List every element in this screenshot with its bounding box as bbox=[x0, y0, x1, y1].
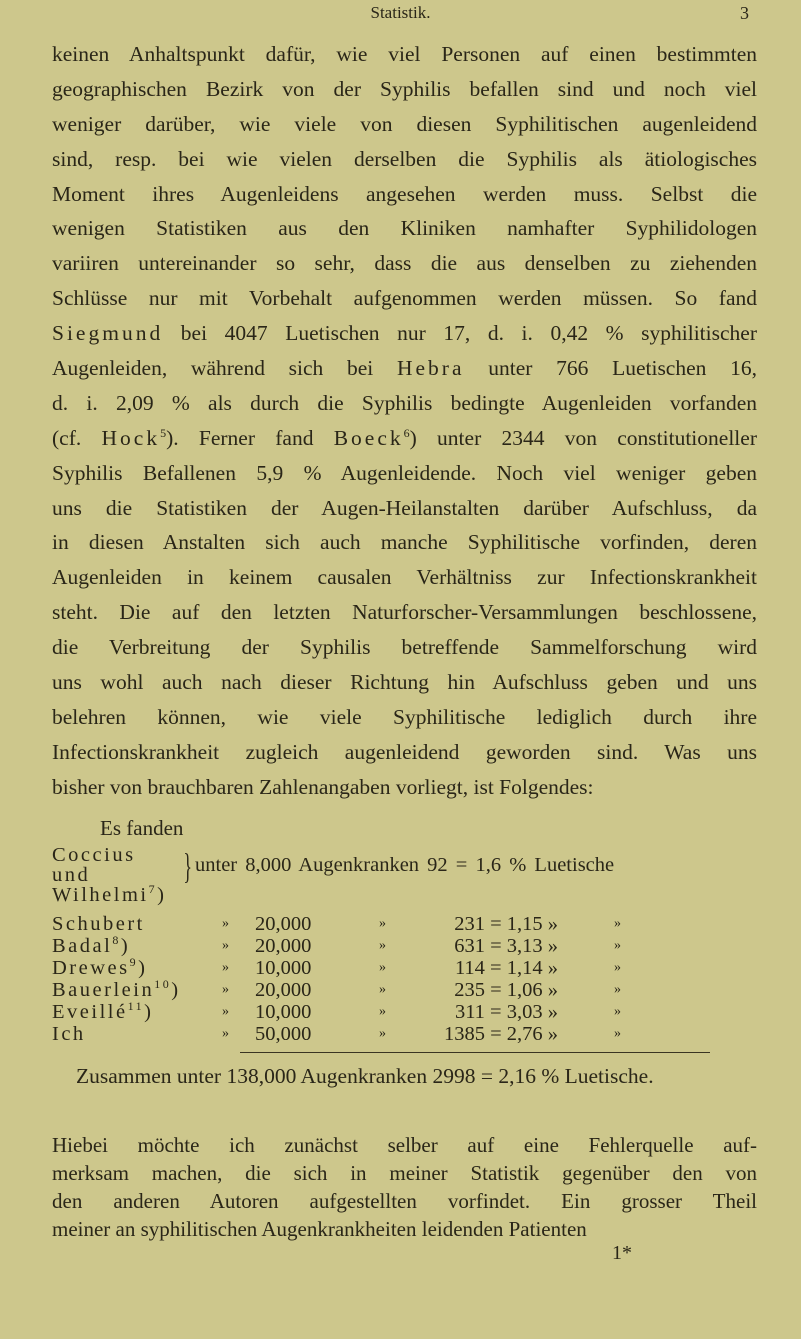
footnote-ref: 8 bbox=[112, 933, 121, 947]
ditto-mark: » bbox=[379, 1004, 386, 1019]
text-line bbox=[52, 316, 757, 351]
ditto-mark: » bbox=[379, 982, 386, 997]
text-run: Syphilis Befallenen 5,9 % Augenleidende. Noch viel weniger geben bbox=[52, 460, 757, 485]
text-run: uns wohl auch nach dieser Richtung hin Aufschluss geben und uns bbox=[52, 670, 757, 695]
text-line bbox=[52, 386, 757, 421]
table-row bbox=[52, 957, 772, 979]
text-line bbox=[52, 1215, 757, 1243]
ditto-mark: » bbox=[222, 960, 229, 975]
patient-count: 50,000 bbox=[255, 1023, 312, 1045]
text-run: Moment ihres Augenleidens angesehen werden muss. Selbst die bbox=[52, 181, 757, 206]
table-intro: Es fanden bbox=[100, 816, 184, 840]
paragraph-2 bbox=[52, 1131, 757, 1243]
footnote-ref: 5 bbox=[160, 425, 167, 440]
author-name: Boeck bbox=[333, 425, 404, 450]
text-run: die Verbreitung der Syphilis betreffende Sammelforschung wird bbox=[52, 635, 757, 660]
text-line bbox=[52, 281, 757, 316]
text-line bbox=[52, 351, 757, 386]
text-run: Hiebei möchte ich zunächst selber auf eine Fehlerquelle auf- bbox=[52, 1133, 757, 1157]
text-run: bei 4047 Luetischen nur 17, d. i. 0,42 % syphilitischer bbox=[163, 321, 757, 346]
ditto-mark: » bbox=[614, 916, 621, 931]
text-run: Augenleiden, während sich bei bbox=[52, 356, 397, 381]
luetic-count-percent: 114 = 1,14 » bbox=[454, 957, 558, 979]
text-line bbox=[52, 1187, 757, 1215]
author-name: Bauerlein$^{10}$) bbox=[52, 977, 181, 1001]
text-line bbox=[52, 142, 757, 177]
ditto-mark: » bbox=[379, 960, 386, 975]
text-run: weniger darüber, wie viele von diesen Syphilitischen augenleidend bbox=[52, 111, 757, 136]
ditto-mark: » bbox=[222, 1026, 229, 1041]
ditto-mark: » bbox=[614, 938, 621, 953]
text-run: unter 766 Luetischen 16, bbox=[464, 356, 757, 381]
text-line bbox=[52, 525, 757, 560]
text-line bbox=[52, 491, 757, 526]
text-line bbox=[52, 700, 757, 735]
ditto-mark: » bbox=[222, 982, 229, 997]
luetic-count-percent: 631 = 3,13 » bbox=[454, 935, 558, 957]
sum-rule bbox=[240, 1052, 710, 1053]
text-run: steht. Die auf den letzten Naturforscher-Versammlungen beschlossene, bbox=[52, 600, 757, 625]
text-line bbox=[52, 595, 757, 630]
text-run: ). Ferner fand bbox=[166, 425, 334, 450]
table-total: Zusammen unter 138,000 Augenkranken 2998 = 2,16 % Luetische. bbox=[76, 1064, 654, 1088]
ditto-mark: » bbox=[222, 916, 229, 931]
author-name: Coccius und Wilhelmi$^7$) bbox=[52, 844, 167, 906]
luetic-count-percent: 1385 = 2,76 » bbox=[443, 1023, 558, 1045]
footnote-ref: 11 bbox=[127, 999, 145, 1013]
text-run: belehren können, wie viele Syphilitische lediglich durch ihre bbox=[52, 704, 757, 729]
text-run: variiren untereinander so sehr, dass die aus denselben zu ziehenden bbox=[52, 251, 757, 276]
luetic-count-percent: 311 = 3,03 » bbox=[454, 1001, 558, 1023]
patient-count: 10,000 bbox=[255, 1001, 312, 1023]
author-name: Hebra bbox=[396, 356, 465, 381]
text-run: uns die Statistiken der Augen-Heilanstalten darüber Aufschluss, da bbox=[52, 495, 757, 520]
text-line bbox=[52, 770, 757, 805]
text-line bbox=[52, 421, 757, 456]
author-name: Badal$^8$) bbox=[52, 933, 131, 957]
patient-count: 20,000 bbox=[255, 979, 312, 1001]
text-run: in diesen Anstalten sich auch manche Syphilitische vorfinden, deren bbox=[52, 530, 757, 555]
text-run: Augenleiden in keinem causalen Verhältniss zur Infectionskrankheit bbox=[52, 565, 757, 590]
ditto-mark: » bbox=[614, 1026, 621, 1041]
ditto-mark: » bbox=[222, 938, 229, 953]
luetic-count-percent: 235 = 1,06 » bbox=[454, 979, 558, 1001]
text-run: wenigen Statistiken aus den Kliniken namhafter Syphilidologen bbox=[52, 216, 757, 241]
author-name: Eveillé$^{11}$) bbox=[52, 999, 154, 1023]
table-row bbox=[52, 979, 772, 1001]
luetic-count-percent: 231 = 1,15 » bbox=[454, 913, 558, 935]
ditto-mark: » bbox=[614, 982, 621, 997]
text-line bbox=[52, 1131, 757, 1159]
text-line bbox=[52, 1159, 757, 1187]
text-run: meiner an syphilitischen Augenkrankheiten leidenden Patienten bbox=[52, 1217, 587, 1241]
text-run: Infectionskrankheit zugleich augenleidend geworden sind. Was uns bbox=[52, 739, 757, 764]
ditto-mark: » bbox=[379, 938, 386, 953]
text-line bbox=[52, 72, 757, 107]
table-row bbox=[52, 935, 772, 957]
patient-count: 20,000 bbox=[255, 935, 312, 957]
table-row bbox=[52, 1001, 772, 1023]
paragraph-1 bbox=[52, 37, 757, 805]
text-line bbox=[52, 735, 757, 770]
author-name-line2: Wilhelmi bbox=[52, 884, 149, 906]
author-name: Ich bbox=[52, 1023, 86, 1045]
text-run: d. i. 2,09 % als durch die Syphilis bedingte Augenleiden vorfanden bbox=[52, 390, 757, 415]
patient-count: 20,000 bbox=[255, 913, 312, 935]
text-line bbox=[52, 37, 757, 72]
signature-mark: 1* bbox=[612, 1242, 632, 1264]
table-row bbox=[52, 913, 772, 935]
text-run: bisher von brauchbaren Zahlenangaben vorliegt, ist Folgendes: bbox=[52, 774, 594, 799]
author-name: Schubert bbox=[52, 913, 145, 935]
ditto-mark: » bbox=[379, 1026, 386, 1041]
ditto-mark: » bbox=[614, 960, 621, 975]
text-run: ) unter 2344 von constitutioneller bbox=[409, 425, 757, 450]
author-name: Hock bbox=[101, 425, 161, 450]
text-run: (cf. bbox=[52, 425, 102, 450]
text-line bbox=[52, 665, 757, 700]
ditto-mark: » bbox=[222, 1004, 229, 1019]
text-line bbox=[52, 177, 757, 212]
patient-count: 10,000 bbox=[255, 957, 312, 979]
text-run: keinen Anhaltspunkt dafür, wie viel Personen auf einen bestimmten bbox=[52, 42, 757, 66]
text-line bbox=[52, 630, 757, 665]
ditto-mark: » bbox=[379, 916, 386, 931]
text-run: merksam machen, die sich in meiner Statistik gegenüber den von bbox=[52, 1161, 757, 1185]
footnote-ref: 9 bbox=[129, 955, 139, 969]
row-values: unter 8,000 Augenkranken 92 = 1,6 % Luetische bbox=[195, 854, 615, 876]
text-run: den anderen Autoren aufgestellten vorfindet. Ein grosser Theil bbox=[52, 1189, 757, 1213]
author-name: Siegmund bbox=[52, 321, 164, 346]
text-line bbox=[52, 107, 757, 142]
footnote-ref: 7 bbox=[148, 882, 158, 896]
footnote-ref: 6 bbox=[403, 425, 410, 440]
ditto-mark: » bbox=[614, 1004, 621, 1019]
text-line bbox=[52, 456, 757, 491]
text-run: geographischen Bezirk von der Syphilis befallen sind und noch viel bbox=[52, 76, 757, 101]
brace: } bbox=[183, 846, 192, 886]
footnote-ref: 10 bbox=[154, 977, 172, 991]
table-row bbox=[52, 1023, 772, 1045]
author-name-line1: Coccius und bbox=[52, 844, 136, 886]
text-line bbox=[52, 246, 757, 281]
text-run: sind, resp. bei wie vielen derselben die Syphilis als ätiologisches bbox=[52, 146, 757, 171]
text-line bbox=[52, 560, 757, 595]
author-name: Drewes$^9$) bbox=[52, 955, 148, 979]
text-line bbox=[52, 211, 757, 246]
running-title: Statistik. bbox=[370, 3, 431, 22]
table-row-coccius-wilhelmi bbox=[52, 844, 615, 906]
page-number: 3 bbox=[740, 3, 749, 23]
text-run: Schlüsse nur mit Vorbehalt aufgenommen werden müssen. So fand bbox=[52, 286, 757, 311]
